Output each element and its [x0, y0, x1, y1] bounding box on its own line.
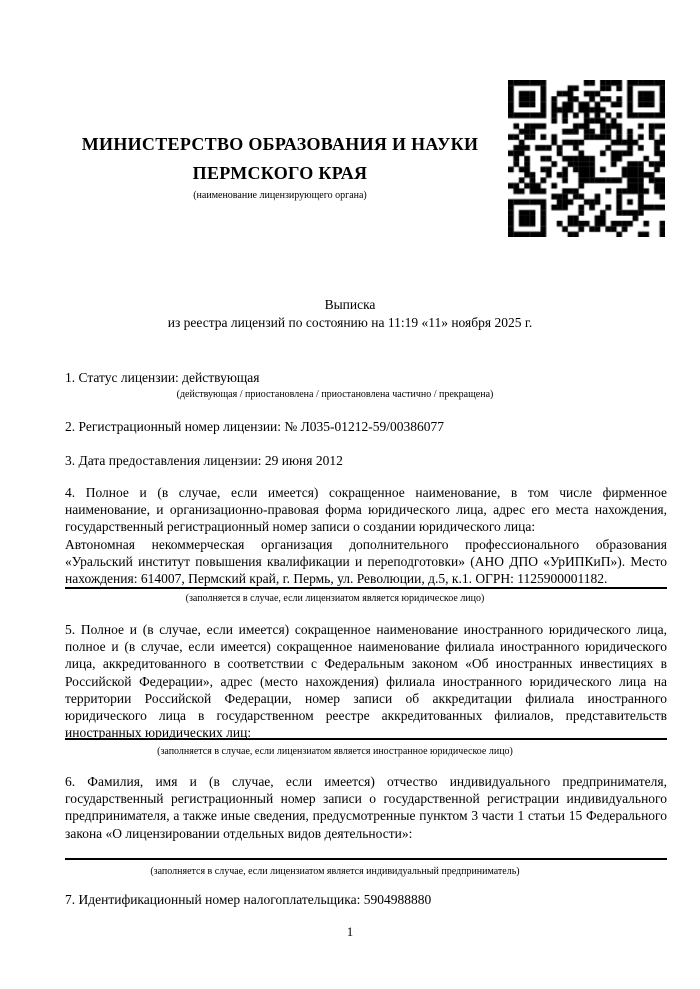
licensing-authority-header [30, 130, 530, 201]
licensing-authority-caption: (наименование лицензирующего органа) [193, 190, 367, 201]
qr-code-icon [508, 80, 665, 237]
extract-title: Выписка [324, 297, 376, 312]
legal-entity-value: Автономная некоммерческая организация дополнительного профессионального образования «Уральский институт повышения квалификации и переподготовки» (АНО ДПО «УрИПКиП»). Место нахождения: 614007, Пермский край, г. Пермь, ул. Революции, д.5, к.1. ОГРН: 1125900001182. [65, 536, 667, 587]
legal-entity-caption: (заполняется в случае, если лицензиатом является юридическое лицо) [185, 593, 485, 604]
legal-entity-item [65, 484, 667, 587]
foreign-entity-description: 5. Полное и (в случае, если имеется) сокращенное наименование иностранного юридического лица, полное и (в случае, если имеется) сокращенное наименование филиала иностранного юридического лица, аккредитованного в соответствии с Федеральным законом «Об иностранных инвестициях в Российской Федерации», адрес (место нахождения) филиала иностранного юридического лица на территории Российской Федерации, номер записи об аккредитации филиала иностранного юридического лица в государственном реестре аккредитованных филиалов, представительств иностранных юридических лиц: [65, 622, 667, 741]
extract-title-block [0, 296, 700, 332]
entrepreneur-description: 6. Фамилия, имя и (в случае, если имеется) отчество индивидуального предпринимателя, государственный регистрационный номер записи о государственной регистрации индивидуального предпринимателя, а также иные сведения, предусмотренные пунктом 3 части 1 статьи 15 Федерального закона «О лицензировании отдельных видов деятельности»: [65, 774, 667, 841]
fill-in-rule-entrepreneur [65, 858, 667, 860]
page-number: 1 [346, 925, 354, 939]
fill-in-rule-legal-entity [65, 587, 667, 589]
foreign-entity-item [65, 621, 667, 741]
license-date-item: 3. Дата предоставления лицензии: 29 июня 2012 [65, 453, 343, 468]
license-status-item: 1. Статус лицензии: действующая [65, 370, 260, 385]
extract-subtitle: из реестра лицензий по состоянию на 11:19 «11» ноября 2025 г. [167, 315, 533, 330]
fill-in-rule-foreign-entity [65, 738, 667, 740]
entrepreneur-item [65, 773, 667, 842]
taxpayer-number-item: 7. Идентификационный номер налогоплательщика: 5904988880 [65, 892, 432, 907]
legal-entity-description: 4. Полное и (в случае, если имеется) сокращенное наименование, в том числе фирменное наименование, и организационно-правовая форма юридического лица, адрес его места нахождения, государственный регистрационный номер записи о создании юридического лица: [65, 485, 667, 535]
ministry-name-line1: МИНИСТЕРСТВО ОБРАЗОВАНИЯ И НАУКИ [81, 134, 479, 154]
license-status-options-caption: (действующая / приостановлена / приостановлена частично / прекращена) [176, 389, 494, 400]
entrepreneur-caption: (заполняется в случае, если лицензиатом является индивидуальный предприниматель) [150, 866, 520, 877]
foreign-entity-caption: (заполняется в случае, если лицензиатом является иностранное юридическое лицо) [157, 746, 513, 757]
license-number-item: 2. Регистрационный номер лицензии: № Л035-01212-59/00386077 [65, 419, 445, 434]
ministry-name-line2: ПЕРМСКОГО КРАЯ [192, 163, 368, 183]
